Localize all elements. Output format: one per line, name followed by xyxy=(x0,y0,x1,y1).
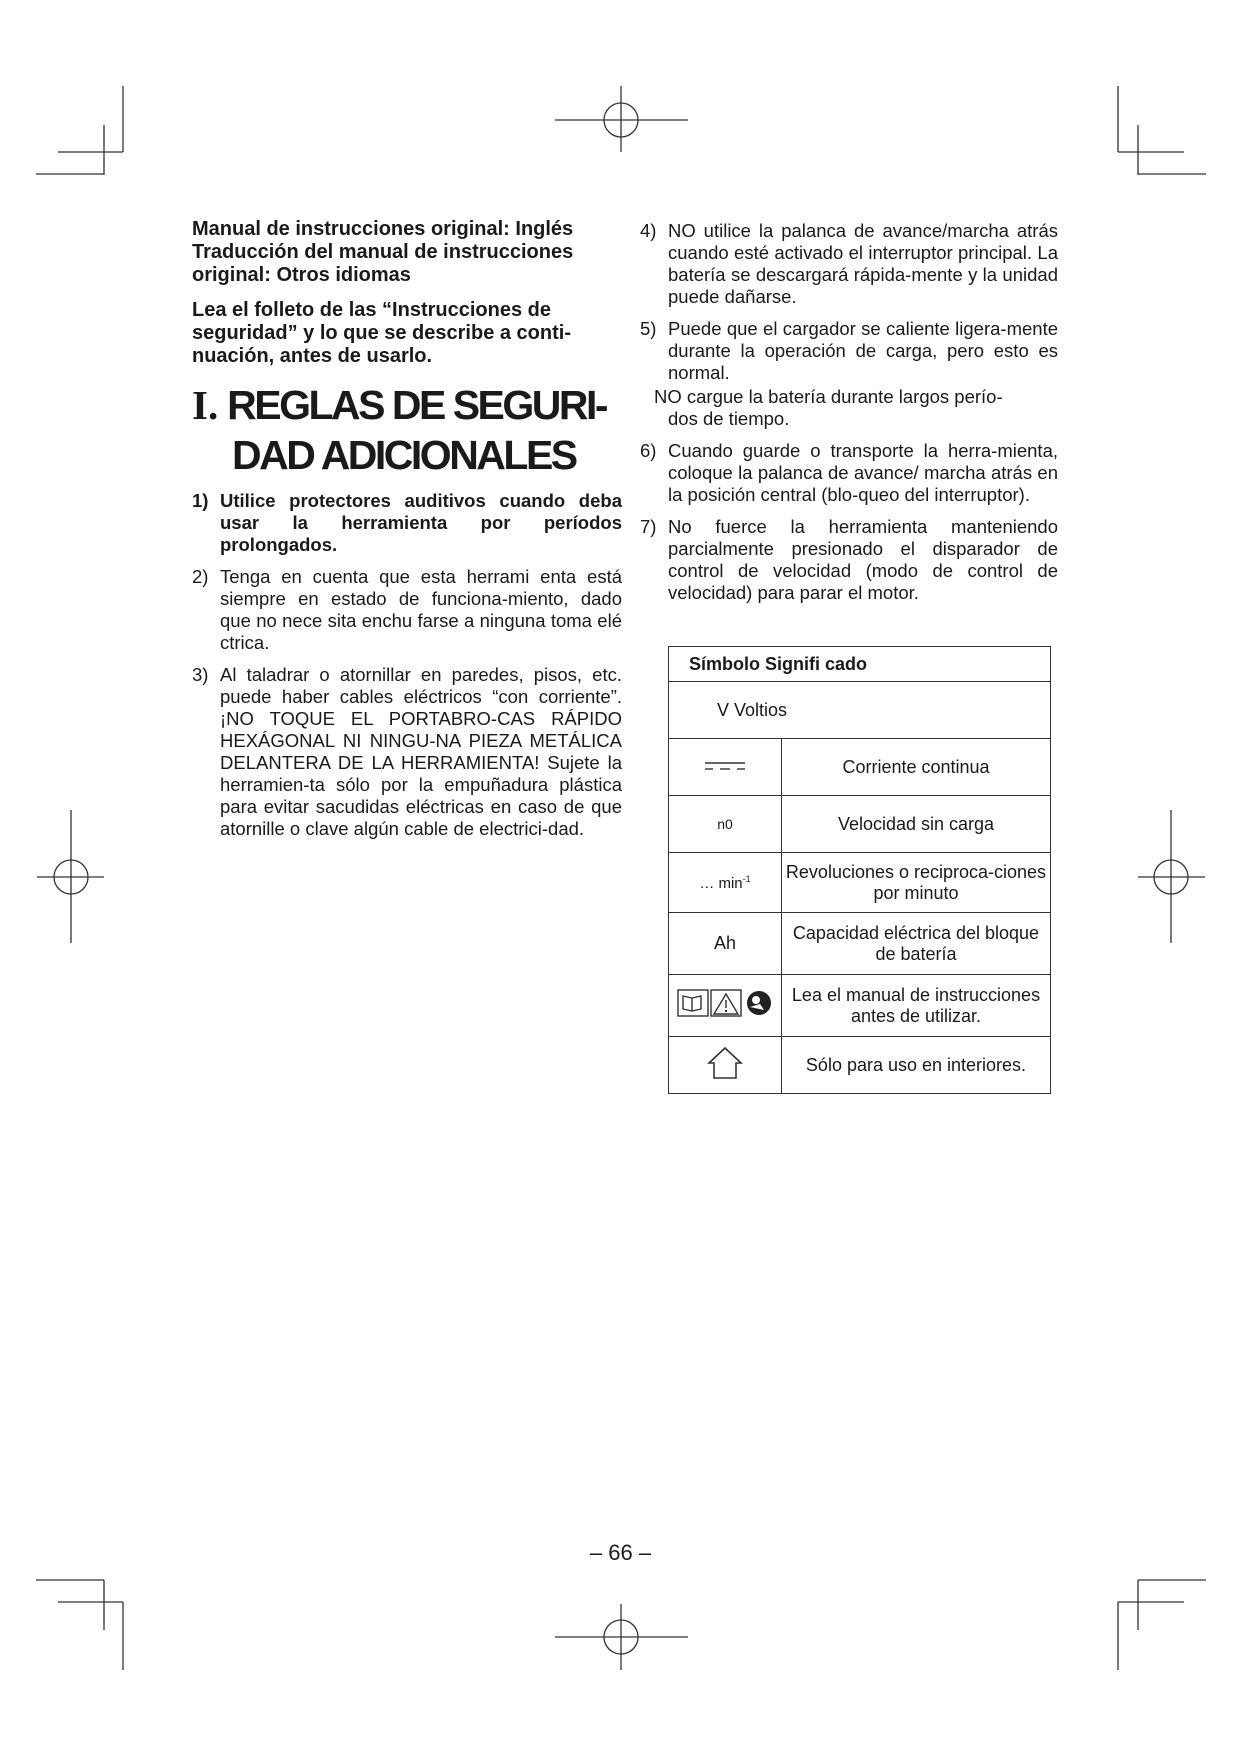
rule-item xyxy=(640,220,1058,308)
rule-item xyxy=(640,440,1058,506)
table-row xyxy=(669,913,1051,975)
meaning-cell: Capacidad eléctrica del bloque de batería xyxy=(782,913,1051,975)
item-number: 1) xyxy=(192,490,209,511)
item-number: 4) xyxy=(640,220,657,241)
item-number: 5) xyxy=(640,318,657,339)
symbol-cell: n0 xyxy=(669,796,782,853)
symbol-cell xyxy=(669,975,782,1037)
read-manual-icons xyxy=(676,986,774,1020)
rule-item xyxy=(640,318,1058,384)
indoor-use-house-icon xyxy=(705,1045,745,1081)
notice-line: nuación, antes de usarlo. xyxy=(192,345,433,367)
table-row xyxy=(669,1037,1051,1094)
symbol-cell xyxy=(669,853,782,913)
rule-item xyxy=(192,664,622,840)
section-title-line: DAD ADICIONALES xyxy=(232,432,576,478)
item-text: Puede que el cargador se caliente ligera-mente durante la operación de carga, pero esto es normal. xyxy=(668,318,1058,383)
symbol-table xyxy=(668,646,1051,1094)
item-number: 6) xyxy=(640,440,657,461)
meaning-cell: Corriente continua xyxy=(782,739,1051,796)
symbol-cell xyxy=(669,739,782,796)
intro-line: Traducción del manual de instrucciones xyxy=(192,241,574,263)
table-row xyxy=(669,975,1051,1037)
symbol-text: … min xyxy=(699,874,743,892)
note-line: dos de tiempo. xyxy=(668,408,790,429)
symbol-cell: V Voltios xyxy=(669,682,1051,739)
translation-note xyxy=(192,218,622,287)
section-number: I. xyxy=(192,382,219,428)
table-row xyxy=(669,682,1051,739)
page-number: – 66 – xyxy=(589,1540,652,1565)
meaning-cell: Velocidad sin carga xyxy=(782,796,1051,853)
item-text: Cuando guarde o transporte la herra-mienta, coloque la palanca de avance/ marcha atrás en la posición central (blo-queo del interruptor). xyxy=(668,440,1058,505)
intro-line: Manual de instrucciones original: Inglés xyxy=(192,218,574,240)
symbol-cell xyxy=(669,1037,782,1094)
meaning-cell: Sólo para uso en interiores. xyxy=(782,1037,1051,1094)
table-row xyxy=(669,796,1051,853)
table-header: Símbolo Signifi cado xyxy=(669,647,1051,682)
left-column xyxy=(192,218,622,850)
item-text: NO utilice la palanca de avance/marcha atrás cuando esté activado el interruptor principal. La batería se descargará rápida-mente y la unidad puede dañarse. xyxy=(668,220,1058,307)
item-text: No fuerce la herramienta manteniendo parcialmente presionado el disparador de control de velocidad (modo de control de velocidad) para parar el motor. xyxy=(668,516,1058,603)
meaning-cell: Lea el manual de instrucciones antes de utilizar. xyxy=(782,975,1051,1037)
right-column xyxy=(640,220,1058,614)
rule-item xyxy=(192,490,622,556)
notice-line: seguridad” y lo que se describe a conti- xyxy=(192,322,571,344)
charging-note xyxy=(654,386,1058,430)
item-number: 2) xyxy=(192,566,209,587)
section-heading xyxy=(192,380,622,480)
rule-item xyxy=(640,516,1058,604)
meaning-cell: Revoluciones o reciproca-ciones por minuto xyxy=(782,853,1051,913)
item-text: Tenga en cuenta que esta herrami enta está siempre en estado de funciona-miento, dado que no nece sita enchu farse a ninguna toma elé ctrica. xyxy=(220,566,622,653)
item-number: 3) xyxy=(192,664,209,685)
direct-current-icon xyxy=(703,759,747,773)
item-text: Utilice protectores auditivos cuando deba usar la herramienta por períodos prolongados. xyxy=(220,490,622,555)
note-line: NO cargue la batería durante largos perío- xyxy=(654,386,1003,407)
safety-notice xyxy=(192,299,622,368)
item-number: 7) xyxy=(640,516,657,537)
notice-line: Lea el folleto de las “Instrucciones de xyxy=(192,299,551,321)
section-title-line: REGLAS DE SEGURI- xyxy=(227,382,607,428)
table-row xyxy=(669,853,1051,913)
intro-line: original: Otros idiomas xyxy=(192,264,411,286)
symbol-cell: Ah xyxy=(669,913,782,975)
symbol-superscript: -1 xyxy=(742,873,751,884)
rule-item xyxy=(192,566,622,654)
item-text: Al taladrar o atornillar en paredes, pisos, etc. puede haber cables eléctricos “con corriente”. ¡NO TOQUE EL PORTABRO-CAS RÁPIDO HEXÁGONAL NI NINGU-NA PIEZA METÁLICA DELANTERA DE LA HERRAMIENTA! Sujete la herramien-ta sólo por la empuñadura plástica para evitar sacudidas eléctricas en caso de que atornille o clave algún cable de electrici-dad. xyxy=(220,664,622,839)
table-row xyxy=(669,739,1051,796)
